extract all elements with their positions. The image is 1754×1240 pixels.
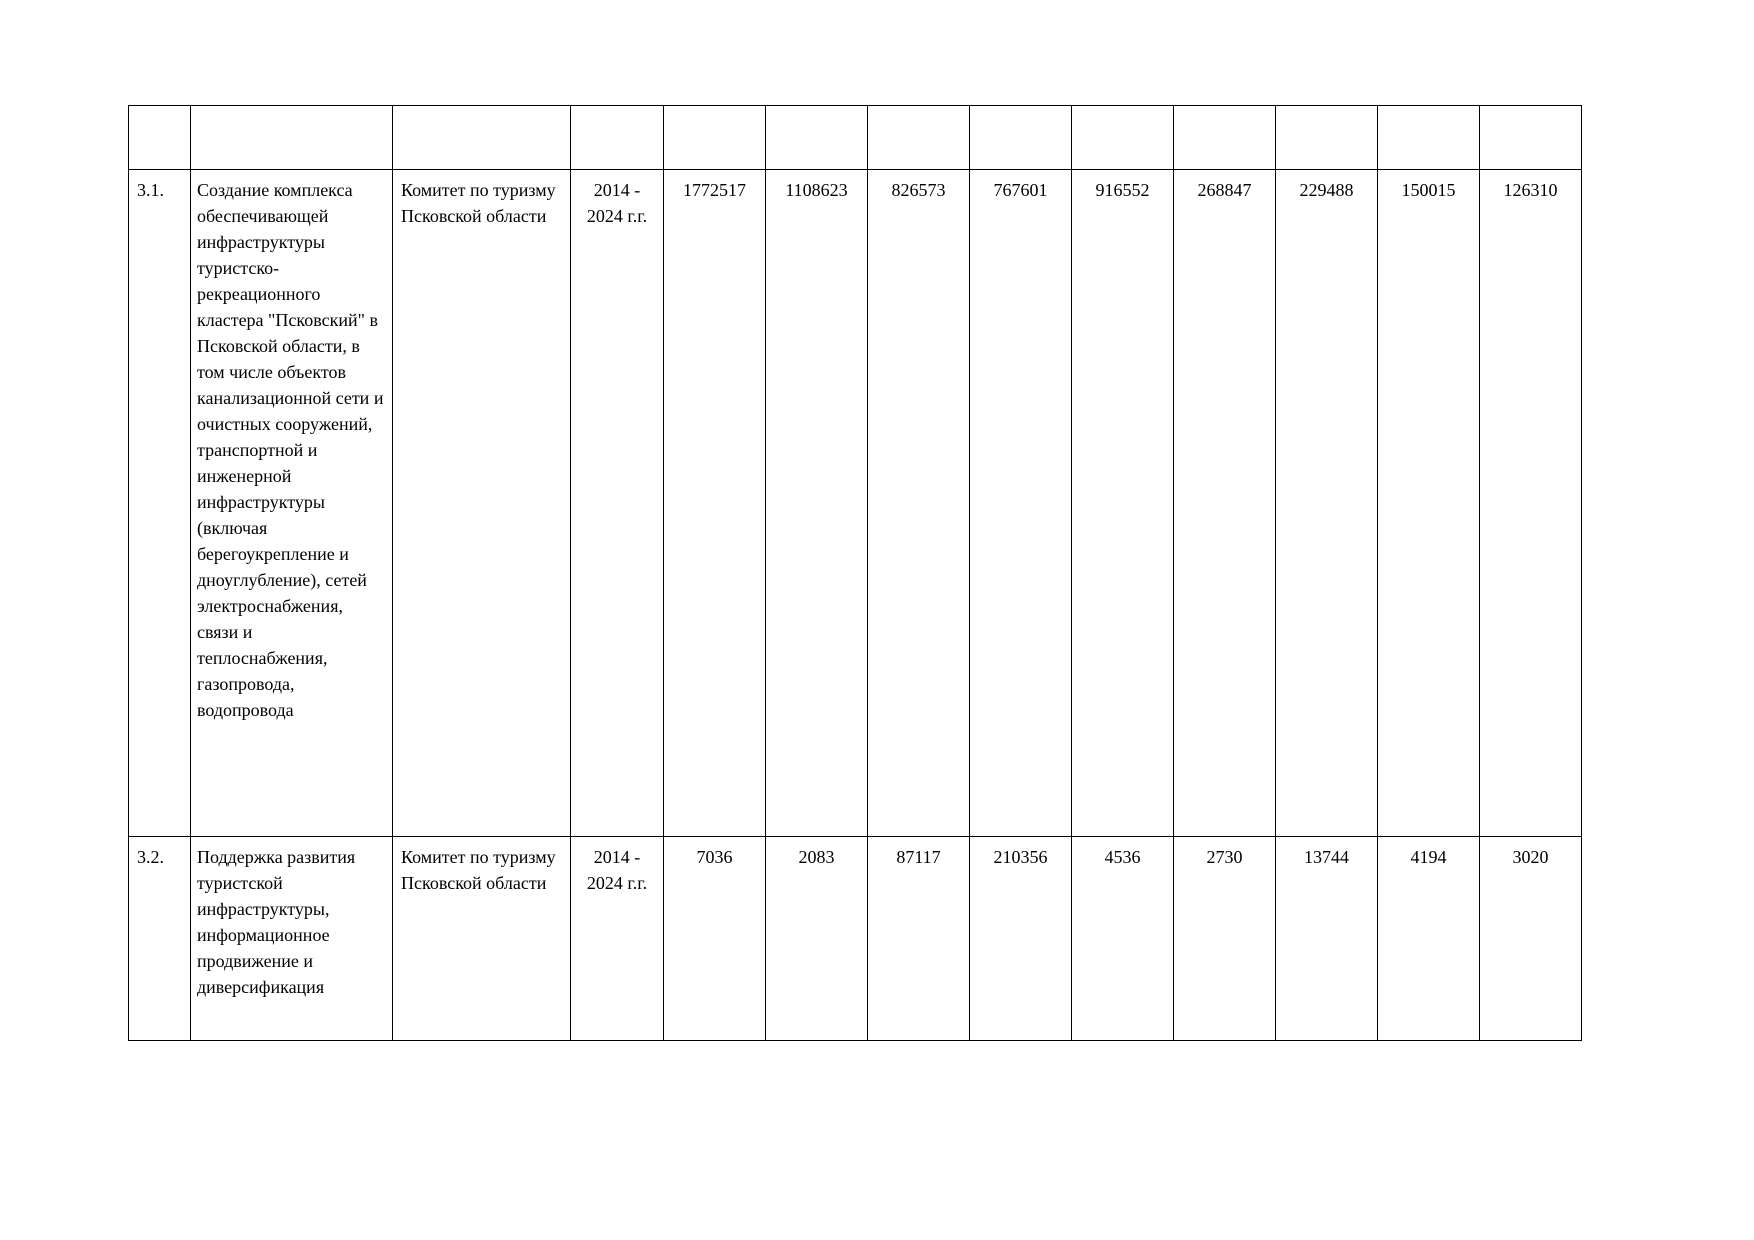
value-cell: 87117 bbox=[868, 837, 970, 1041]
header-cell-empty bbox=[393, 106, 571, 170]
years-cell: 2014 - 2024 г.г. bbox=[571, 170, 664, 837]
value-cell: 3020 bbox=[1480, 837, 1582, 1041]
value-cell: 826573 bbox=[868, 170, 970, 837]
value-cell: 916552 bbox=[1072, 170, 1174, 837]
value-cell: 7036 bbox=[664, 837, 766, 1041]
header-cell-empty bbox=[1174, 106, 1276, 170]
value-cell: 126310 bbox=[1480, 170, 1582, 837]
header-cell-empty bbox=[129, 106, 191, 170]
header-cell-empty bbox=[191, 106, 393, 170]
table-row bbox=[129, 837, 1582, 1041]
value-cell: 13744 bbox=[1276, 837, 1378, 1041]
header-cell-empty bbox=[1276, 106, 1378, 170]
executor-cell: Комитет по туризму Псковской области bbox=[393, 837, 571, 1041]
program-measures-table bbox=[128, 105, 1582, 1041]
value-cell: 4536 bbox=[1072, 837, 1174, 1041]
header-cell-empty bbox=[571, 106, 664, 170]
table-row bbox=[129, 170, 1582, 837]
value-cell: 150015 bbox=[1378, 170, 1480, 837]
row-number-cell: 3.2. bbox=[129, 837, 191, 1041]
value-cell: 229488 bbox=[1276, 170, 1378, 837]
value-cell: 4194 bbox=[1378, 837, 1480, 1041]
row-number-cell: 3.1. bbox=[129, 170, 191, 837]
header-cell-empty bbox=[1378, 106, 1480, 170]
value-cell: 1772517 bbox=[664, 170, 766, 837]
header-cell-empty bbox=[1072, 106, 1174, 170]
years-cell: 2014 - 2024 г.г. bbox=[571, 837, 664, 1041]
value-cell: 210356 bbox=[970, 837, 1072, 1041]
value-cell: 1108623 bbox=[766, 170, 868, 837]
value-cell: 2083 bbox=[766, 837, 868, 1041]
value-cell: 2730 bbox=[1174, 837, 1276, 1041]
empty-header-row bbox=[129, 106, 1582, 170]
header-cell-empty bbox=[664, 106, 766, 170]
header-cell-empty bbox=[766, 106, 868, 170]
description-cell: Поддержка развития туристской инфраструктуры, информационное продвижение и диверсификация bbox=[191, 837, 393, 1041]
header-cell-empty bbox=[868, 106, 970, 170]
value-cell: 767601 bbox=[970, 170, 1072, 837]
value-cell: 268847 bbox=[1174, 170, 1276, 837]
executor-cell: Комитет по туризму Псковской области bbox=[393, 170, 571, 837]
description-cell: Создание комплекса обеспечивающей инфраструктуры туристско-рекреационного кластера "Псковский" в Псковской области, в том числе объектов канализационной сети и очистных сооружений, транспортной и инженерной инфраструктуры (включая берегоукрепление и дноуглубление), сетей электроснабжения, связи и теплоснабжения, газопровода, водопровода bbox=[191, 170, 393, 837]
header-cell-empty bbox=[970, 106, 1072, 170]
header-cell-empty bbox=[1480, 106, 1582, 170]
